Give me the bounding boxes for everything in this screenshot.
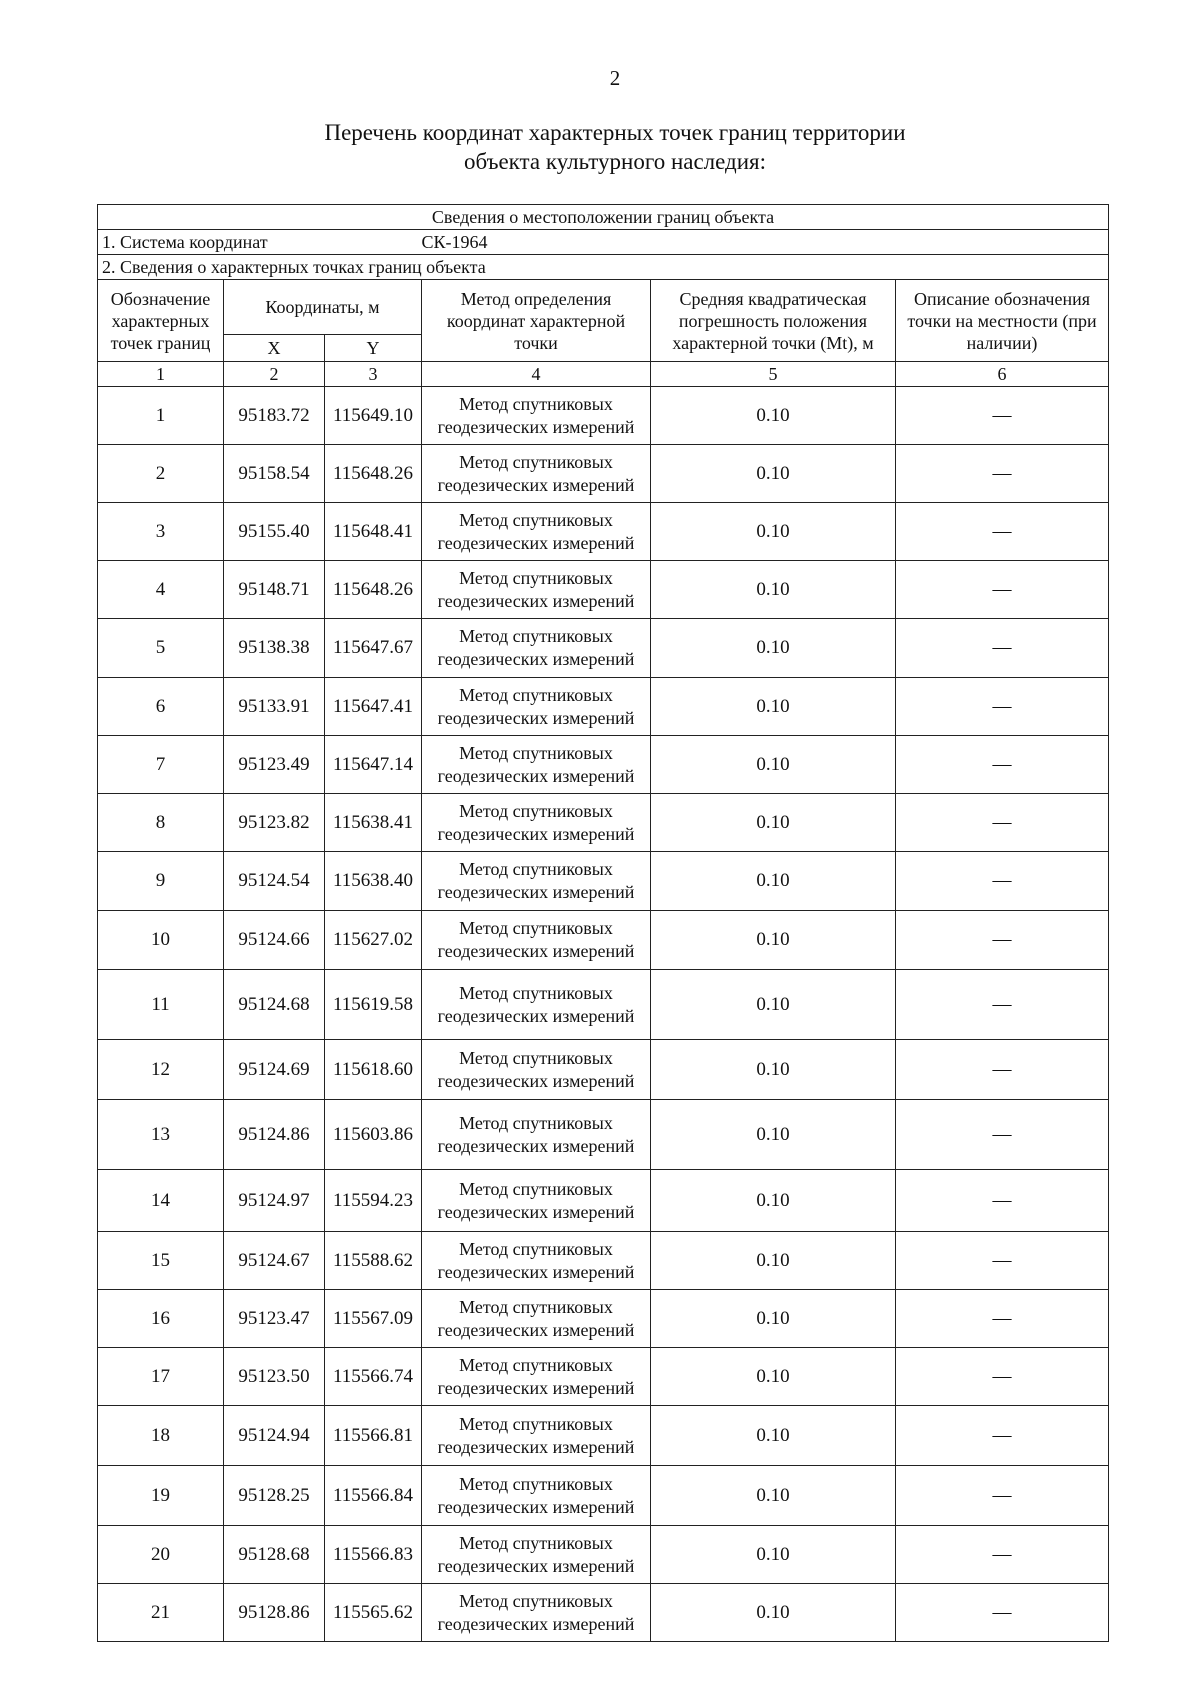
- method-line-2: геодезических измерений: [437, 1613, 635, 1634]
- description-cell: —: [896, 970, 1109, 1040]
- method-line-2: геодезических измерений: [437, 1555, 635, 1576]
- error-cell: 0.10: [651, 1100, 896, 1170]
- method-line-1: Метод спутниковых: [459, 1112, 613, 1133]
- method-cell: [422, 911, 651, 970]
- x-cell: 95128.25: [224, 1466, 325, 1526]
- document-title: [0, 118, 1200, 176]
- error-cell: 0.10: [651, 619, 896, 678]
- method-line-2: геодезических измерений: [437, 1070, 635, 1091]
- method-line-2: геодезических измерений: [437, 532, 635, 553]
- x-cell: 95128.86: [224, 1584, 325, 1642]
- description-cell: —: [896, 1406, 1109, 1466]
- table-row: [98, 1348, 1109, 1406]
- method-line-2: геодезических измерений: [437, 765, 635, 786]
- y-cell: 115565.62: [325, 1584, 422, 1642]
- y-cell: 115647.14: [325, 736, 422, 794]
- description-cell: —: [896, 1170, 1109, 1232]
- x-cell: 95158.54: [224, 445, 325, 503]
- error-cell: 0.10: [651, 561, 896, 619]
- method-cell: [422, 1170, 651, 1232]
- point-cell: 3: [98, 503, 224, 561]
- x-cell: 95148.71: [224, 561, 325, 619]
- x-cell: 95124.86: [224, 1100, 325, 1170]
- error-cell: 0.10: [651, 503, 896, 561]
- x-cell: 95124.69: [224, 1040, 325, 1100]
- description-cell: —: [896, 1232, 1109, 1290]
- point-cell: 9: [98, 852, 224, 911]
- method-cell: [422, 445, 651, 503]
- description-cell: —: [896, 1040, 1109, 1100]
- method-line-1: Метод спутниковых: [459, 567, 613, 588]
- header-point: Обозначение характерных точек границ: [98, 280, 224, 362]
- method-cell: [422, 1100, 651, 1170]
- x-cell: 95124.66: [224, 911, 325, 970]
- table-row: [98, 1584, 1109, 1642]
- y-cell: 115647.41: [325, 678, 422, 736]
- error-cell: 0.10: [651, 1406, 896, 1466]
- method-cell: [422, 561, 651, 619]
- method-line-1: Метод спутниковых: [459, 1238, 613, 1259]
- point-cell: 10: [98, 911, 224, 970]
- header-coordinates: Координаты, м: [224, 280, 422, 335]
- description-cell: —: [896, 1348, 1109, 1406]
- column-number: 6: [896, 362, 1109, 387]
- x-cell: 95123.49: [224, 736, 325, 794]
- table-row: [98, 387, 1109, 445]
- method-line-2: геодезических измерений: [437, 823, 635, 844]
- point-cell: 21: [98, 1584, 224, 1642]
- x-cell: 95124.94: [224, 1406, 325, 1466]
- table-row: [98, 736, 1109, 794]
- method-line-1: Метод спутниковых: [459, 918, 613, 938]
- x-cell: 95124.97: [224, 1170, 325, 1232]
- description-cell: —: [896, 852, 1109, 911]
- description-cell: —: [896, 794, 1109, 852]
- error-cell: 0.10: [651, 1584, 896, 1642]
- point-cell: 4: [98, 561, 224, 619]
- error-cell: 0.10: [651, 794, 896, 852]
- title-line-1: Перечень координат характерных точек границ территории: [324, 120, 906, 145]
- table-row: [98, 794, 1109, 852]
- method-cell: [422, 1584, 651, 1642]
- x-cell: 95155.40: [224, 503, 325, 561]
- description-cell: —: [896, 387, 1109, 445]
- table-row: [98, 911, 1109, 970]
- column-number: 3: [325, 362, 422, 387]
- x-cell: 95123.82: [224, 794, 325, 852]
- title-line-2: объекта культурного наследия:: [463, 149, 767, 174]
- section-title: Сведения о местоположении границ объекта: [98, 205, 1109, 230]
- error-cell: 0.10: [651, 445, 896, 503]
- error-cell: 0.10: [651, 911, 896, 970]
- method-cell: [422, 970, 651, 1040]
- point-cell: 6: [98, 678, 224, 736]
- error-cell: 0.10: [651, 1290, 896, 1348]
- method-line-2: геодезических измерений: [437, 474, 635, 495]
- table-row: [98, 1170, 1109, 1232]
- method-cell: [422, 387, 651, 445]
- method-line-1: Метод спутниковых: [459, 1590, 613, 1611]
- method-line-2: геодезических измерений: [437, 1201, 635, 1222]
- description-cell: —: [896, 678, 1109, 736]
- method-line-2: геодезических измерений: [437, 1135, 635, 1156]
- method-cell: [422, 1348, 651, 1406]
- method-line-2: геодезических измерений: [437, 1261, 635, 1282]
- page-number: 2: [609, 66, 621, 90]
- point-cell: 17: [98, 1348, 224, 1406]
- column-number: 2: [224, 362, 325, 387]
- method-line-1: Метод спутниковых: [459, 1532, 613, 1553]
- error-cell: 0.10: [651, 1466, 896, 1526]
- method-cell: [422, 1526, 651, 1584]
- x-cell: 95128.68: [224, 1526, 325, 1584]
- coordinate-system-label: 1. Система координат: [98, 230, 422, 255]
- method-line-2: геодезических измерений: [437, 416, 635, 437]
- method-line-2: геодезических измерений: [437, 941, 635, 961]
- table-row: [98, 619, 1109, 678]
- table-row: [98, 1040, 1109, 1100]
- y-cell: 115619.58: [325, 970, 422, 1040]
- method-line-1: Метод спутниковых: [459, 393, 613, 414]
- y-cell: 115566.74: [325, 1348, 422, 1406]
- method-line-2: геодезических измерений: [437, 1377, 635, 1398]
- x-cell: 95123.50: [224, 1348, 325, 1406]
- error-cell: 0.10: [651, 1348, 896, 1406]
- header-method: Метод определения координат характерной точки: [422, 280, 651, 362]
- point-cell: 13: [98, 1100, 224, 1170]
- description-cell: —: [896, 445, 1109, 503]
- x-cell: 95123.47: [224, 1290, 325, 1348]
- table-row: [98, 1290, 1109, 1348]
- point-cell: 8: [98, 794, 224, 852]
- x-cell: 95124.54: [224, 852, 325, 911]
- method-line-2: геодезических измерений: [437, 882, 635, 902]
- point-cell: 12: [98, 1040, 224, 1100]
- point-cell: 15: [98, 1232, 224, 1290]
- point-cell: 16: [98, 1290, 224, 1348]
- y-cell: 115627.02: [325, 911, 422, 970]
- coordinates-table: [97, 204, 1109, 1642]
- method-cell: [422, 619, 651, 678]
- description-cell: —: [896, 619, 1109, 678]
- method-line-2: геодезических измерений: [437, 1005, 635, 1026]
- x-cell: 95124.67: [224, 1232, 325, 1290]
- error-cell: 0.10: [651, 736, 896, 794]
- column-number: 1: [98, 362, 224, 387]
- point-cell: 7: [98, 736, 224, 794]
- table-row: [98, 852, 1109, 911]
- description-cell: —: [896, 1100, 1109, 1170]
- y-cell: 115603.86: [325, 1100, 422, 1170]
- y-cell: 115588.62: [325, 1232, 422, 1290]
- y-cell: 115618.60: [325, 1040, 422, 1100]
- method-line-2: геодезических измерений: [437, 1319, 635, 1340]
- y-cell: 115566.81: [325, 1406, 422, 1466]
- coordinate-system-value: СК-1964: [422, 230, 1109, 255]
- x-cell: 95138.38: [224, 619, 325, 678]
- method-line-1: Метод спутниковых: [459, 859, 613, 879]
- error-cell: 0.10: [651, 1526, 896, 1584]
- method-line-1: Метод спутниковых: [459, 1473, 613, 1494]
- table-body: [98, 205, 1109, 1642]
- y-cell: 115647.67: [325, 619, 422, 678]
- point-cell: 18: [98, 1406, 224, 1466]
- x-cell: 95124.68: [224, 970, 325, 1040]
- method-cell: [422, 1290, 651, 1348]
- method-line-1: Метод спутниковых: [459, 1354, 613, 1375]
- description-cell: —: [896, 911, 1109, 970]
- method-line-1: Метод спутниковых: [459, 1047, 613, 1068]
- point-cell: 19: [98, 1466, 224, 1526]
- table-row: [98, 1232, 1109, 1290]
- description-cell: —: [896, 1584, 1109, 1642]
- method-line-1: Метод спутниковых: [459, 1178, 613, 1199]
- y-cell: 115649.10: [325, 387, 422, 445]
- method-line-1: Метод спутниковых: [459, 800, 613, 821]
- table-row: [98, 503, 1109, 561]
- point-cell: 14: [98, 1170, 224, 1232]
- method-cell: [422, 736, 651, 794]
- point-cell: 20: [98, 1526, 224, 1584]
- points-section-label: 2. Сведения о характерных точках границ объекта: [98, 255, 1109, 280]
- method-line-1: Метод спутниковых: [459, 509, 613, 530]
- method-cell: [422, 1040, 651, 1100]
- method-line-1: Метод спутниковых: [459, 684, 613, 705]
- method-line-2: геодезических измерений: [437, 1496, 635, 1517]
- method-cell: [422, 852, 651, 911]
- error-cell: 0.10: [651, 1170, 896, 1232]
- method-cell: [422, 678, 651, 736]
- header-description: Описание обозначения точки на местности (при наличии): [896, 280, 1109, 362]
- method-cell: [422, 503, 651, 561]
- table-row: [98, 1466, 1109, 1526]
- x-cell: 95133.91: [224, 678, 325, 736]
- point-cell: 5: [98, 619, 224, 678]
- method-line-2: геодезических измерений: [437, 707, 635, 728]
- error-cell: 0.10: [651, 1232, 896, 1290]
- description-cell: —: [896, 1290, 1109, 1348]
- y-cell: 115566.84: [325, 1466, 422, 1526]
- y-cell: 115638.41: [325, 794, 422, 852]
- header-error: Средняя квадратическая погрешность положения характерной точки (Mt), м: [651, 280, 896, 362]
- method-line-1: Метод спутниковых: [459, 626, 613, 646]
- point-cell: 2: [98, 445, 224, 503]
- description-cell: —: [896, 736, 1109, 794]
- description-cell: —: [896, 1466, 1109, 1526]
- header-y: Y: [325, 335, 422, 362]
- x-cell: 95183.72: [224, 387, 325, 445]
- y-cell: 115567.09: [325, 1290, 422, 1348]
- method-cell: [422, 1406, 651, 1466]
- y-cell: 115648.26: [325, 445, 422, 503]
- method-line-1: Метод спутниковых: [459, 451, 613, 472]
- method-line-2: геодезических измерений: [437, 649, 635, 669]
- method-cell: [422, 1466, 651, 1526]
- y-cell: 115648.41: [325, 503, 422, 561]
- method-line-2: геодезических измерений: [437, 590, 635, 611]
- y-cell: 115566.83: [325, 1526, 422, 1584]
- method-line-1: Метод спутниковых: [459, 742, 613, 763]
- column-number: 5: [651, 362, 896, 387]
- error-cell: 0.10: [651, 387, 896, 445]
- table-row: [98, 1526, 1109, 1584]
- table-row: [98, 445, 1109, 503]
- description-cell: —: [896, 1526, 1109, 1584]
- description-cell: —: [896, 503, 1109, 561]
- header-x: X: [224, 335, 325, 362]
- description-cell: —: [896, 561, 1109, 619]
- method-cell: [422, 1232, 651, 1290]
- y-cell: 115648.26: [325, 561, 422, 619]
- point-cell: 1: [98, 387, 224, 445]
- table-row: [98, 561, 1109, 619]
- method-line-1: Метод спутниковых: [459, 1296, 613, 1317]
- error-cell: 0.10: [651, 852, 896, 911]
- error-cell: 0.10: [651, 1040, 896, 1100]
- method-cell: [422, 794, 651, 852]
- y-cell: 115594.23: [325, 1170, 422, 1232]
- column-number-row: [98, 362, 1109, 387]
- column-number: 4: [422, 362, 651, 387]
- point-cell: 11: [98, 970, 224, 1040]
- method-line-2: геодезических измерений: [437, 1436, 635, 1457]
- y-cell: 115638.40: [325, 852, 422, 911]
- method-line-1: Метод спутниковых: [459, 982, 613, 1003]
- error-cell: 0.10: [651, 678, 896, 736]
- method-line-1: Метод спутниковых: [459, 1413, 613, 1434]
- table-row: [98, 1100, 1109, 1170]
- error-cell: 0.10: [651, 970, 896, 1040]
- table-row: [98, 1406, 1109, 1466]
- table-row: [98, 970, 1109, 1040]
- table-row: [98, 678, 1109, 736]
